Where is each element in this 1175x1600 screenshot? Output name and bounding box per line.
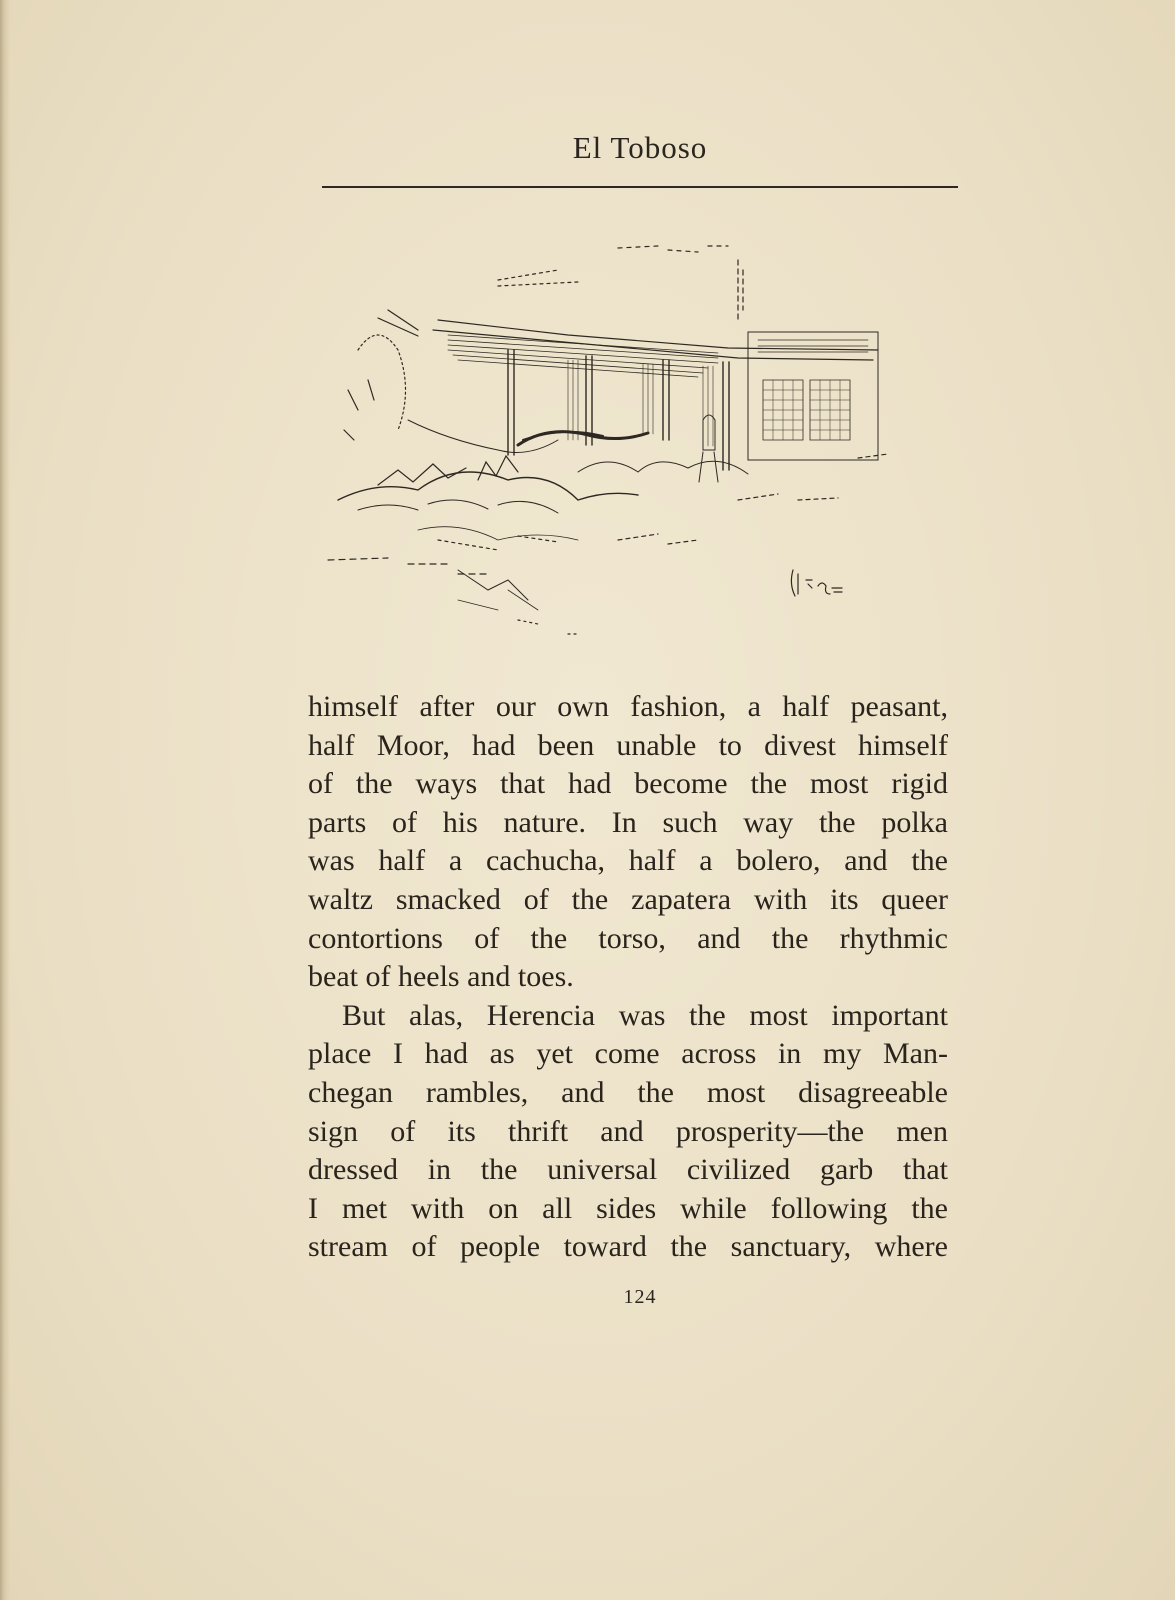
header-rule [322, 186, 958, 188]
running-head: El Toboso [572, 130, 708, 165]
text-line: waltz smacked of the zapatera with its queer [308, 882, 948, 916]
text-line: beat of heels and toes. [308, 960, 574, 994]
page-binding-edge [0, 0, 10, 1600]
text-line: I met with on all sides while following the [308, 1191, 948, 1225]
text-line: of the ways that had become the most rigid [308, 767, 948, 801]
text-line: chegan rambles, and the most disagreeable [308, 1075, 948, 1109]
text-line: himself after our own fashion, a half peasant, [308, 690, 948, 723]
body-text [308, 688, 948, 1267]
text-line: parts of his nature. In such way the polka [308, 805, 948, 839]
text-line: sign of its thrift and prosperity—the men [308, 1114, 948, 1148]
village-arcade-illustration [318, 240, 958, 650]
text-line: place I had as yet come across in my Man- [308, 1037, 948, 1071]
text-line: dressed in the universal civilized garb that [308, 1153, 948, 1187]
text-line: half Moor, had been unable to divest himself [308, 728, 948, 762]
text-line: contortions of the torso, and the rhythmic [308, 921, 948, 955]
page-number: 124 [623, 1286, 657, 1308]
text-line: stream of people toward the sanctuary, where [308, 1230, 948, 1264]
text-line: was half a cachucha, half a bolero, and the [308, 844, 948, 878]
text-line: But alas, Herencia was the most important [342, 998, 948, 1032]
